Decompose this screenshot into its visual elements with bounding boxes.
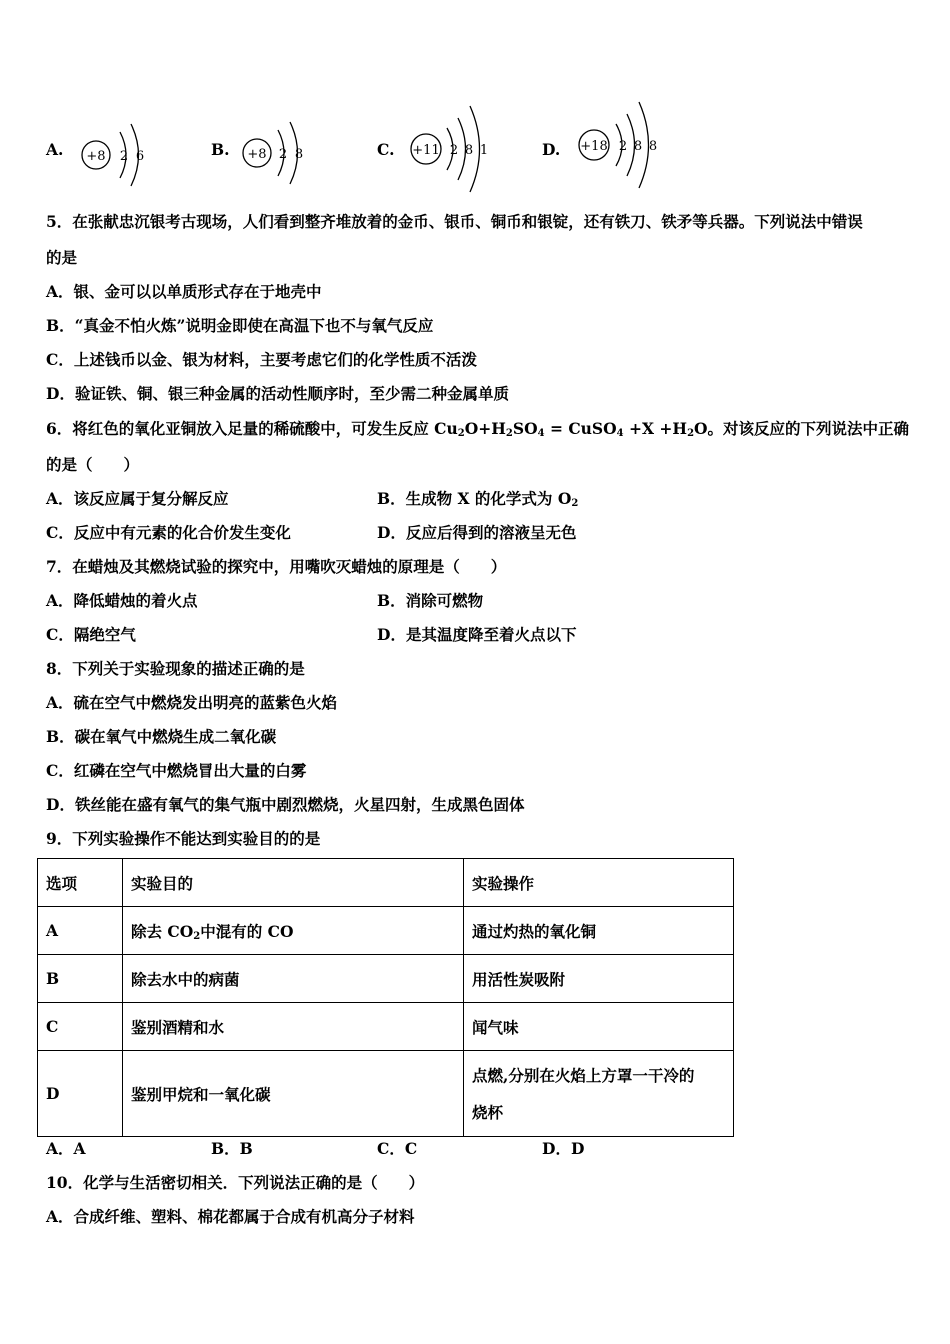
q7-option-d: D．是其温度降至着火点以下 [377,625,577,644]
q9-answer-b: B．B [211,1139,253,1158]
q4-c-shell-1: 2 [449,143,459,158]
row-b-purpose: 除去水中的病菌 [123,955,464,1003]
q9-table [37,858,734,1137]
q5-option-d: D．验证铁、铜、银三种金属的活动性顺序时，至少需二种金属单质 [46,384,509,403]
q4-option-b-diagram [240,116,320,191]
q4-d-nucleus: +18 [580,139,608,154]
q6-option-b: B．生成物 X 的化学式为 $O_2$ [377,489,579,509]
q4-a-shell-2: 6 [135,149,145,164]
q4-option-c-label: C. [377,140,395,159]
q5-stem-line-1: 5．在张献忠沉银考古现场，人们看到整齐堆放着的金币、银币、铜币和银锭，还有铁刀、铁矛等兵器。下列说法中错误 [46,212,863,231]
q7-option-a: A．降低蜡烛的着火点 [46,591,198,610]
header-purpose: 实验目的 [123,859,464,907]
q5-option-c: C．上述钱币以金、银为材料，主要考虑它们的化学性质不活泼 [46,350,477,369]
q7-option-b: B．消除可燃物 [377,591,484,610]
q8-option-c: C．红磷在空气中燃烧冒出大量的白雾 [46,761,307,780]
row-d-option: D [38,1051,123,1137]
row-b-operation: 用活性炭吸附 [464,955,734,1003]
q6-option-c: C．反应中有元素的化合价发生变化 [46,523,291,542]
q4-option-b-label: B. [211,140,230,159]
q10-option-a: A．合成纤维、塑料、棉花都属于合成有机高分子材料 [46,1207,415,1226]
q8-option-a: A．硫在空气中燃烧发出明亮的蓝紫色火焰 [46,693,338,712]
q4-option-a-label: A. [46,140,64,159]
q7-stem: 7．在蜡烛及其燃烧试验的探究中，用嘴吹灭蜡烛的原理是（ ） [46,557,507,576]
table-row [38,955,734,1003]
row-c-operation: 闻气味 [464,1003,734,1051]
row-a-operation: 通过灼热的氧化铜 [464,907,734,955]
q8-stem: 8．下列关于实验现象的描述正确的是 [46,659,305,678]
q8-option-d: D．铁丝能在盛有氧气的集气瓶中剧烈燃烧，火星四射，生成黑色固体 [46,795,525,814]
row-d-purpose: 鉴别甲烷和一氧化碳 [123,1051,464,1137]
q5-option-b: B．“真金不怕火炼”说明金即使在高温下也不与氧气反应 [46,316,434,335]
table-row [38,1051,734,1137]
q5-stem-line-2: 的是 [46,248,78,267]
q9-answer-d: D．D [542,1139,585,1158]
q4-option-c-diagram [407,102,497,194]
table-row [38,1003,734,1051]
q4-option-a-diagram [76,118,156,193]
q6-stem-line-2: 的是（ ） [46,455,140,474]
q4-d-shell-2: 8 [633,139,643,154]
q9-answer-c: C．C [377,1139,418,1158]
header-operation: 实验操作 [464,859,734,907]
row-d-operation: 点燃,分别在火焰上方罩一干冷的 烧杯 [464,1051,734,1137]
q8-option-b: B．碳在氧气中燃烧生成二氧化碳 [46,727,277,746]
table-row [38,907,734,955]
q4-d-shell-3: 8 [648,139,658,154]
q4-c-shell-3: 1 [479,143,489,158]
row-c-purpose: 鉴别酒精和水 [123,1003,464,1051]
row-c-option: C [38,1003,123,1051]
table-header-row [38,859,734,907]
row-b-option: B [38,955,123,1003]
q5-option-a: A．银、金可以以单质形式存在于地壳中 [46,282,322,301]
q4-d-shell-1: 2 [618,139,628,154]
row-a-option: A [38,907,123,955]
q10-stem: 10．化学与生活密切相关．下列说法正确的是（ ） [46,1173,425,1192]
q7-option-c: C．隔绝空气 [46,625,136,644]
q4-option-d-diagram [576,98,666,190]
q4-a-shell-1: 2 [119,149,129,164]
q6-option-a: A．该反应属于复分解反应 [46,489,229,508]
q9-answer-a: A．A [46,1139,86,1158]
q4-b-nucleus: +8 [247,147,267,162]
q4-a-nucleus: +8 [86,149,106,164]
q4-c-nucleus: +11 [412,143,440,158]
q4-c-shell-2: 8 [464,143,474,158]
header-option: 选项 [38,859,123,907]
q9-stem: 9．下列实验操作不能达到实验目的的是 [46,829,321,848]
q4-option-d-label: D. [542,140,561,159]
row-a-purpose: 除去 $CO_2$中混有的 CO [123,907,464,955]
q4-b-shell-2: 8 [294,147,304,162]
q6-stem-line-1: 6．将红色的氧化亚铜放入足量的稀硫酸中，可发生反应 $Cu_2O+H_2SO_4$ = CuSO$_4$ $+X +H_2O$。对该反应的下列说法中正确 [46,419,910,439]
q6-option-d: D．反应后得到的溶液呈无色 [377,523,577,542]
q4-b-shell-1: 2 [278,147,288,162]
